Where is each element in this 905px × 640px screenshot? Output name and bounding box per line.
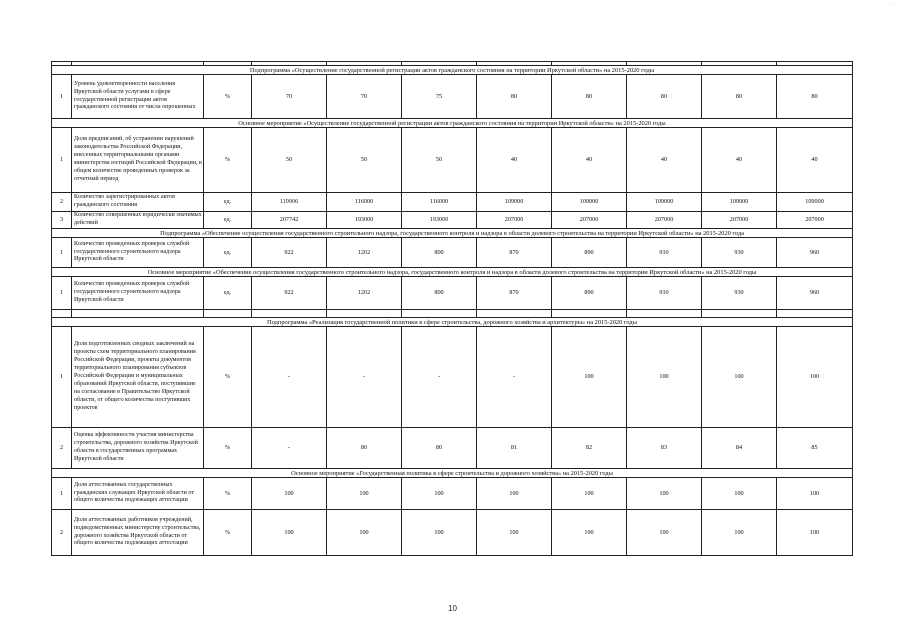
section-title: Основное мероприятие «Государственная политика в сфере строительства и дорожного хозяйства» на 2015-2020 годы xyxy=(52,469,853,478)
unit-of-measure: % xyxy=(204,327,252,428)
value-cell: 1202 xyxy=(327,277,402,310)
value-cell: 80 xyxy=(327,428,402,469)
indicator-name: Количество проведенных проверок службой государственного строительного надзора Иркутской области xyxy=(72,277,204,310)
value-cell: 193000 xyxy=(327,212,402,229)
value-cell: - xyxy=(252,428,327,469)
value-cell: 80 xyxy=(627,75,702,119)
value-cell: 960 xyxy=(777,238,853,268)
unit-of-measure: % xyxy=(204,75,252,119)
empty-cell xyxy=(252,310,327,318)
value-cell: 870 xyxy=(477,238,552,268)
value-cell: 800 xyxy=(402,277,477,310)
value-cell: 100 xyxy=(777,478,853,510)
indicator-row xyxy=(52,75,853,119)
section-header-row xyxy=(52,268,853,277)
row-number: 2 xyxy=(52,428,72,469)
row-number: 1 xyxy=(52,238,72,268)
value-cell: 40 xyxy=(477,128,552,193)
value-cell: 207000 xyxy=(627,212,702,229)
section-title: Подпрограмма «Реализация государственной политики в сфере строительства, дорожного хозяйства и архитектуры» на 2015-2020 годы xyxy=(52,318,853,327)
value-cell: 100 xyxy=(627,478,702,510)
value-cell: 100 xyxy=(327,510,402,556)
value-cell: 100 xyxy=(627,510,702,556)
indicator-name: Доля предписаний, об устранении нарушений законодательства Российской Федерации, внесенных территориальными органами министерства юстиций Российской Федерации, в общем количестве проведенных проверок за отчетный период xyxy=(72,128,204,193)
value-cell: 40 xyxy=(552,128,627,193)
unit-of-measure: ед. xyxy=(204,238,252,268)
unit-of-measure: % xyxy=(204,478,252,510)
value-cell: 922 xyxy=(252,238,327,268)
section-header-row xyxy=(52,66,853,75)
value-cell: 80 xyxy=(777,75,853,119)
value-cell: 100 xyxy=(252,478,327,510)
indicator-name: Количество совершенных юридически значимых действий xyxy=(72,212,204,229)
indicator-row xyxy=(52,510,853,556)
value-cell: 100 xyxy=(552,327,627,428)
value-cell: 800 xyxy=(402,238,477,268)
indicators-table xyxy=(51,61,853,556)
value-cell: 100 xyxy=(477,478,552,510)
unit-of-measure: ед. xyxy=(204,277,252,310)
value-cell: 40 xyxy=(702,128,777,193)
value-cell: 40 xyxy=(627,128,702,193)
indicator-name: Оценка эффективности участия министерства строительства, дорожного хозяйства Иркутской области в государственных программах Иркутской области xyxy=(72,428,204,469)
value-cell: 80 xyxy=(702,75,777,119)
value-cell: 109000 xyxy=(477,193,552,212)
section-header-row xyxy=(52,229,853,238)
empty-cell xyxy=(552,310,627,318)
table-body xyxy=(52,62,853,556)
value-cell: 80 xyxy=(402,428,477,469)
empty-cell xyxy=(702,310,777,318)
value-cell: 100 xyxy=(327,478,402,510)
value-cell: 100 xyxy=(702,478,777,510)
value-cell: 100 xyxy=(552,478,627,510)
empty-cell xyxy=(402,310,477,318)
unit-of-measure: ед. xyxy=(204,193,252,212)
value-cell: - xyxy=(327,327,402,428)
value-cell: 207000 xyxy=(777,212,853,229)
value-cell: 83 xyxy=(627,428,702,469)
indicator-row xyxy=(52,238,853,268)
section-title: Основное мероприятие «Обеспечение осуществления государственного строительного надзора, государственного контроля и надзора в области долевого строительства на территории Иркутской области» на 2015-2020 годы xyxy=(52,268,853,277)
indicator-name: Доля аттестованных государственных гражданских служащих Иркутской области от общего количества подлежащих аттестации xyxy=(72,478,204,510)
value-cell: 100 xyxy=(552,510,627,556)
section-header-row xyxy=(52,119,853,128)
value-cell: 81 xyxy=(477,428,552,469)
value-cell: 100 xyxy=(702,510,777,556)
value-cell: 930 xyxy=(702,277,777,310)
value-cell: 70 xyxy=(327,75,402,119)
indicator-name: Доля аттестованных работников учреждений, подведомственных министерству строительства, дорожного хозяйства Иркутской области от общего количества подлежащих аттестации xyxy=(72,510,204,556)
value-cell: 40 xyxy=(777,128,853,193)
indicator-row xyxy=(52,193,853,212)
value-cell: 109000 xyxy=(777,193,853,212)
empty-cell xyxy=(327,310,402,318)
indicator-name: Уровень удовлетворенности населения Иркутской области услугами в сфере государственной регистрации актов гражданского состояния от числа опрошенных xyxy=(72,75,204,119)
value-cell: 70 xyxy=(252,75,327,119)
value-cell: 82 xyxy=(552,428,627,469)
indicator-name: Доля подготовленных сводных заключений на проекты схем территориального планирования Российской Федерации, проекты документов территориального планирования субъектов Российской Федерации и муниципальных образований Иркутской области, поступившие на согласование в Правительство Иркутской области, от общего количества поступивших проектов xyxy=(72,327,204,428)
value-cell: 80 xyxy=(477,75,552,119)
value-cell: - xyxy=(477,327,552,428)
empty-cell xyxy=(477,310,552,318)
value-cell: 84 xyxy=(702,428,777,469)
indicator-row xyxy=(52,277,853,310)
value-cell: 890 xyxy=(552,277,627,310)
empty-cell xyxy=(52,310,72,318)
value-cell: 100 xyxy=(252,510,327,556)
value-cell: 870 xyxy=(477,277,552,310)
empty-cell xyxy=(627,310,702,318)
value-cell: 80 xyxy=(552,75,627,119)
value-cell: 100 xyxy=(477,510,552,556)
value-cell: 100 xyxy=(777,327,853,428)
section-header-row xyxy=(52,318,853,327)
value-cell: 50 xyxy=(327,128,402,193)
indicator-name: Количество проведенных проверок службой государственного строительного надзора Иркутской области xyxy=(72,238,204,268)
value-cell: 100 xyxy=(402,478,477,510)
value-cell: 960 xyxy=(777,277,853,310)
value-cell: 910 xyxy=(627,238,702,268)
section-title: Основное мероприятие «Осуществление государственной регистрации актов гражданского состояния на территории Иркутской области» на 2015-2020 годы xyxy=(52,119,853,128)
unit-of-measure: % xyxy=(204,510,252,556)
row-number: 1 xyxy=(52,277,72,310)
value-cell: 1202 xyxy=(327,238,402,268)
value-cell: 207000 xyxy=(552,212,627,229)
value-cell: 193000 xyxy=(402,212,477,229)
row-number: 1 xyxy=(52,327,72,428)
value-cell: 207742 xyxy=(252,212,327,229)
value-cell: 100 xyxy=(702,327,777,428)
value-cell: 119906 xyxy=(252,193,327,212)
value-cell: 910 xyxy=(627,277,702,310)
section-header-row xyxy=(52,469,853,478)
value-cell: 50 xyxy=(252,128,327,193)
unit-of-measure: % xyxy=(204,128,252,193)
value-cell: 100 xyxy=(777,510,853,556)
row-number: 1 xyxy=(52,128,72,193)
value-cell: 109000 xyxy=(552,193,627,212)
value-cell: 75 xyxy=(402,75,477,119)
empty-cell xyxy=(72,310,204,318)
unit-of-measure: ед. xyxy=(204,212,252,229)
value-cell: 100 xyxy=(627,327,702,428)
value-cell: 207000 xyxy=(702,212,777,229)
value-cell: 109000 xyxy=(627,193,702,212)
blank-row xyxy=(52,310,853,318)
indicator-row xyxy=(52,128,853,193)
row-number: 1 xyxy=(52,75,72,119)
row-number: 1 xyxy=(52,478,72,510)
value-cell: 930 xyxy=(702,238,777,268)
indicator-row xyxy=(52,327,853,428)
page-number: 10 xyxy=(448,604,457,613)
value-cell: 922 xyxy=(252,277,327,310)
section-title: Подпрограмма «Обеспечение осуществления государственного строительного надзора, государственного контроля и надзора в области долевого строительства на территории Иркутской области» на 2015-2020 года xyxy=(52,229,853,238)
scan-mark: ·· ······· xyxy=(885,2,899,7)
empty-cell xyxy=(777,310,853,318)
row-number: 2 xyxy=(52,510,72,556)
value-cell: - xyxy=(252,327,327,428)
value-cell: 207000 xyxy=(477,212,552,229)
indicator-row xyxy=(52,428,853,469)
unit-of-measure: % xyxy=(204,428,252,469)
row-number: 2 xyxy=(52,193,72,212)
empty-cell xyxy=(204,310,252,318)
value-cell: 116000 xyxy=(327,193,402,212)
indicator-name: Количество зарегистрированных актов гражданского состояния xyxy=(72,193,204,212)
section-title: Подпрограмма «Осуществление государственной регистрации актов гражданского состояния на территории Иркутской области» на 2015-2020 годы xyxy=(52,66,853,75)
indicator-row xyxy=(52,212,853,229)
value-cell: 50 xyxy=(402,128,477,193)
indicator-row xyxy=(52,478,853,510)
value-cell: 116000 xyxy=(402,193,477,212)
row-number: 3 xyxy=(52,212,72,229)
value-cell: - xyxy=(402,327,477,428)
value-cell: 100 xyxy=(402,510,477,556)
value-cell: 85 xyxy=(777,428,853,469)
value-cell: 890 xyxy=(552,238,627,268)
value-cell: 109000 xyxy=(702,193,777,212)
